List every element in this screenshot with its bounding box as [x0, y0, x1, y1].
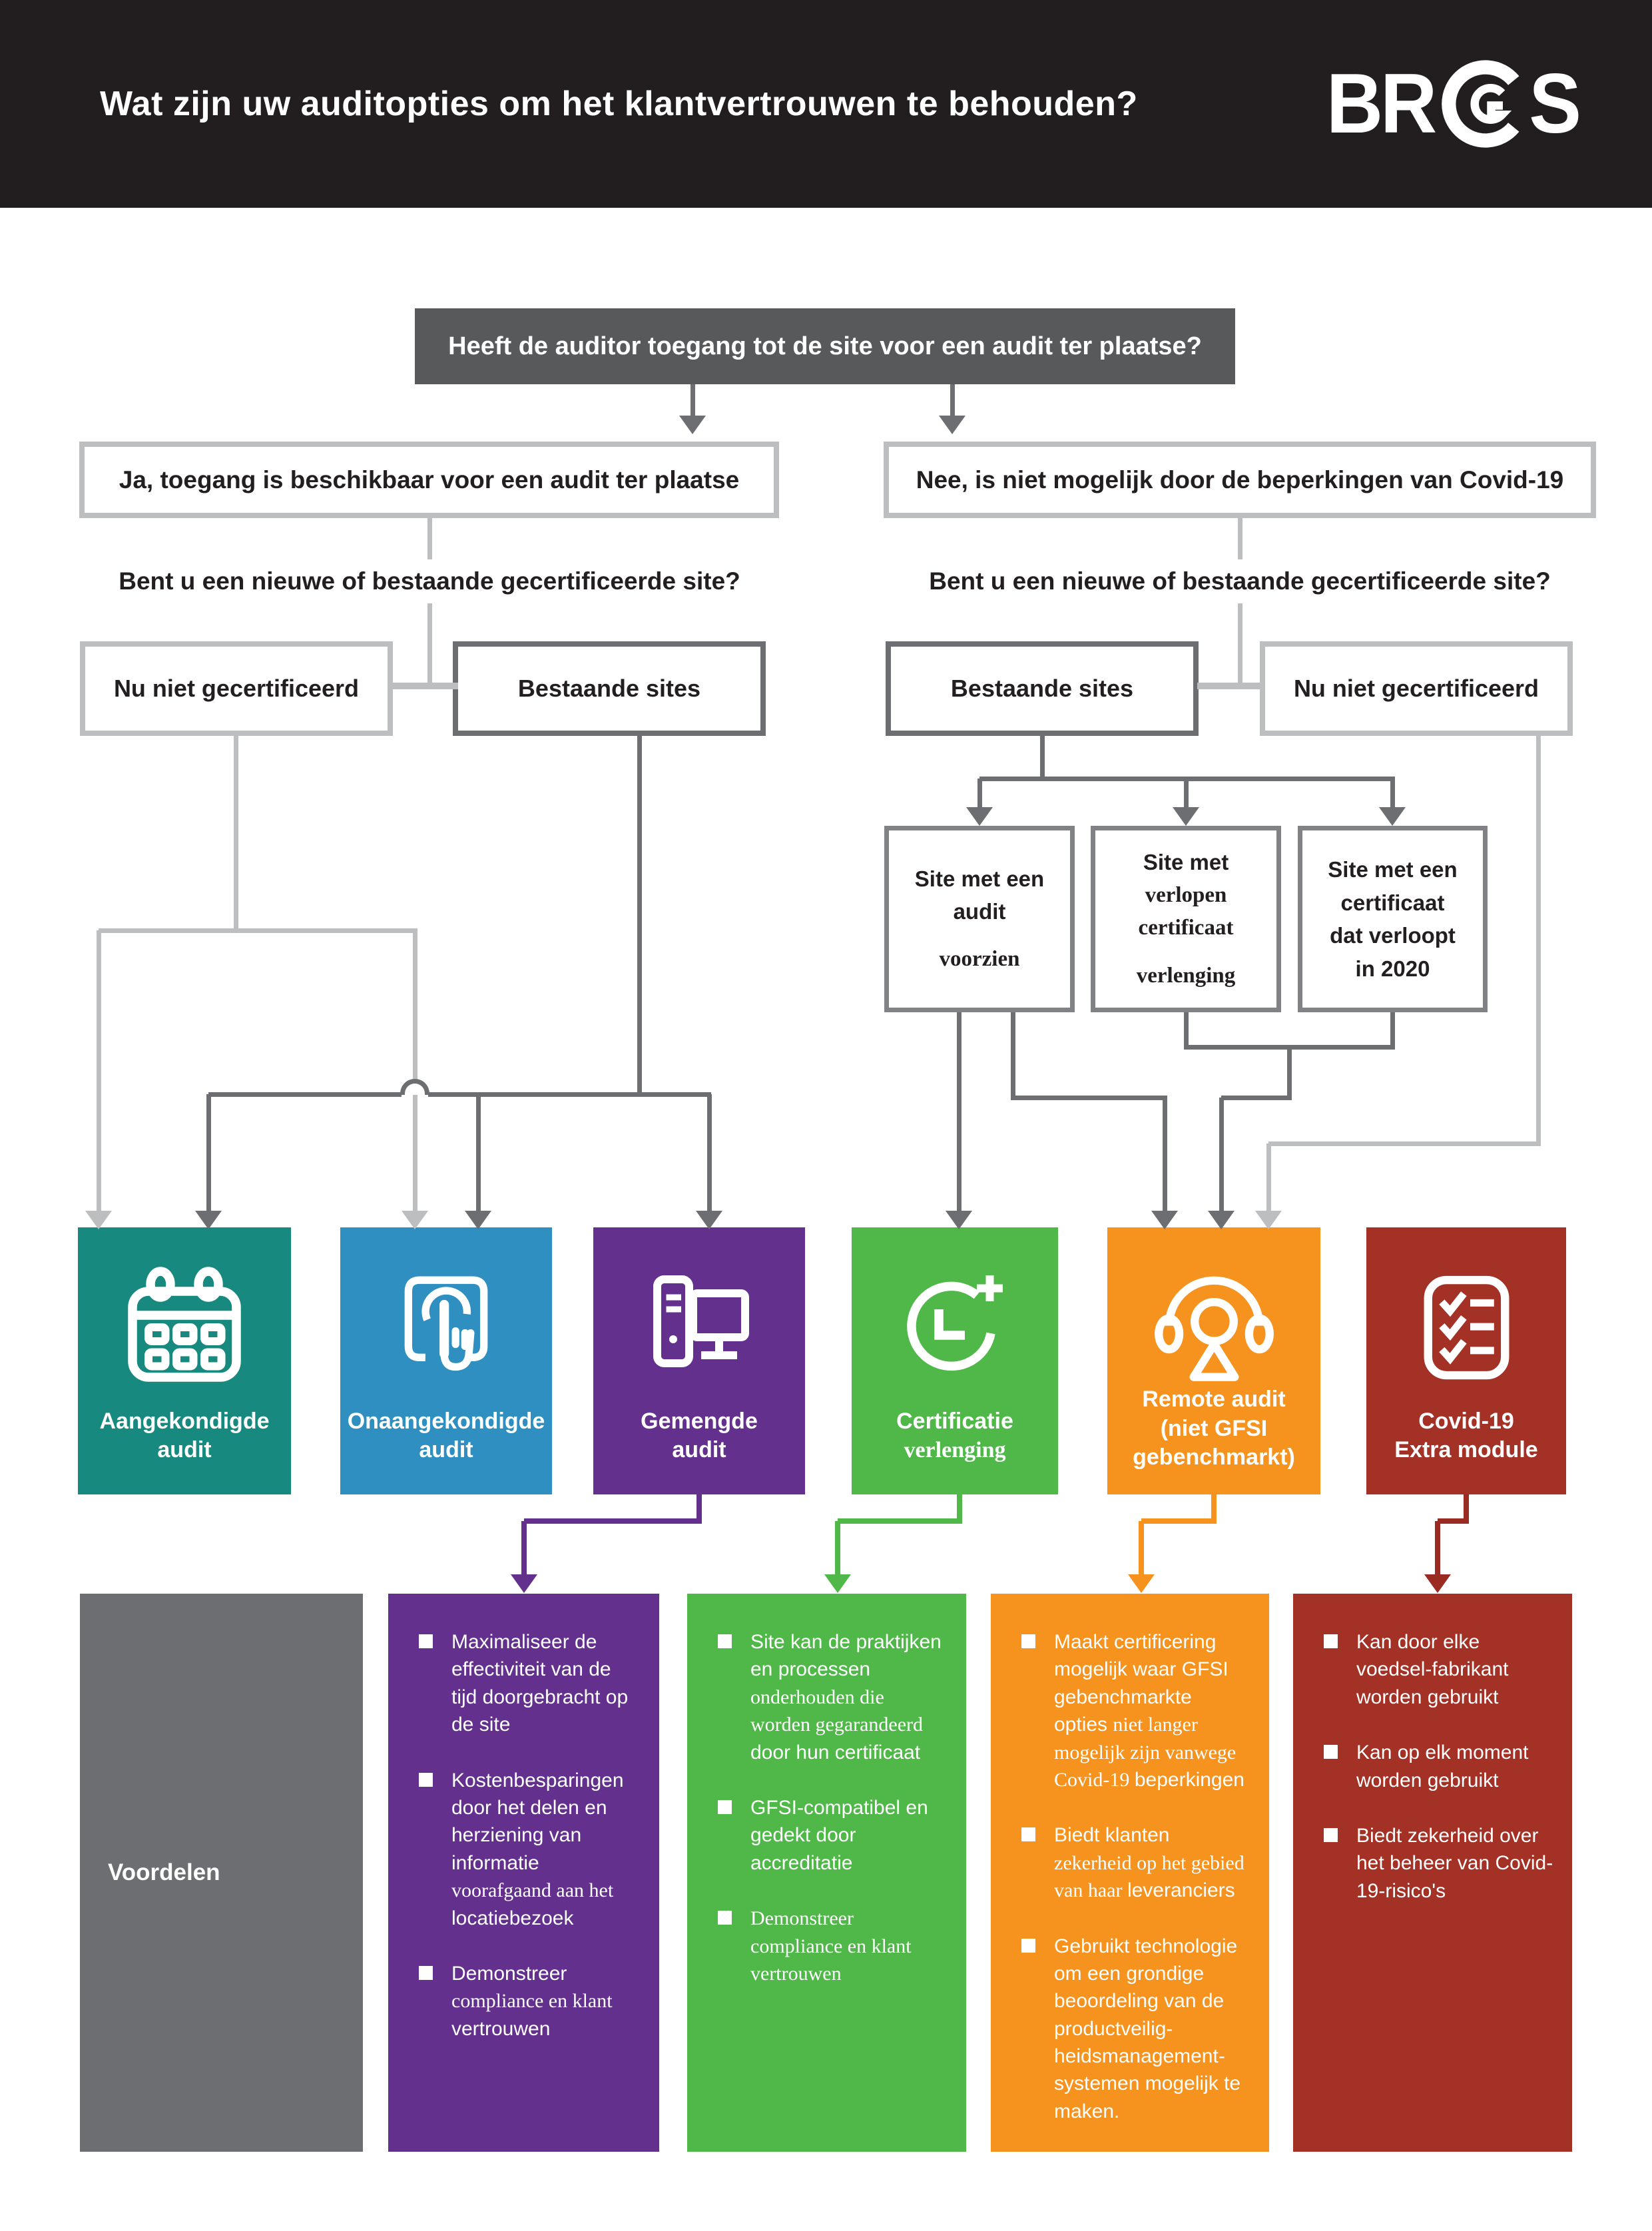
connector-line	[637, 736, 642, 1096]
bullet-square-icon	[1324, 1745, 1338, 1759]
arrowhead-down-icon	[966, 807, 993, 826]
logo-text-right: S	[1529, 56, 1579, 152]
connector-line	[97, 930, 101, 1211]
connector-line	[690, 384, 695, 418]
benefits-header-box	[80, 1594, 363, 2152]
connector-line	[1238, 518, 1242, 559]
arrowhead-down-icon	[1379, 807, 1406, 826]
bullet-square-icon	[718, 1634, 732, 1648]
benefits-remote-audit	[991, 1594, 1269, 2206]
benefit-bullet: Kan door elke voedsel-fabrikant worden gebruikt	[1324, 1628, 1553, 1711]
benefits-covid-module	[1293, 1594, 1572, 2152]
option-label: Onaangekondigde audit	[347, 1408, 545, 1463]
connector-line	[1536, 736, 1541, 1145]
connector-line	[977, 779, 982, 808]
bullet-square-icon	[419, 1634, 433, 1648]
computer-icon	[639, 1262, 759, 1393]
connector-line	[428, 1092, 711, 1097]
arrowhead-down-icon	[511, 1574, 537, 1593]
page-title: Wat zijn uw auditopties om het klantvertrouwen te behouden?	[100, 85, 1138, 123]
bullet-square-icon	[1021, 1634, 1035, 1648]
connector-line	[1013, 1096, 1167, 1100]
checklist-icon	[1412, 1262, 1521, 1393]
right-not-certified-box: Nu niet gecertificeerd	[1260, 641, 1573, 736]
connector-line	[208, 1092, 402, 1097]
option-label: Covid-19 Extra module	[1394, 1408, 1538, 1463]
arrowhead-down-icon	[195, 1211, 222, 1229]
connector-line	[1438, 1518, 1469, 1524]
right-existing-sites-box: Bestaande sites	[886, 641, 1199, 736]
benefit-bullet: Biedt klanten zekerheid op het gebied van haar leveranciers	[1021, 1821, 1250, 1904]
option-label: Aangekondigde audit	[99, 1408, 270, 1463]
option-remote-audit	[1107, 1227, 1320, 1494]
connector-line	[838, 1518, 962, 1524]
connector-line	[1163, 1098, 1167, 1211]
arrowhead-down-icon	[939, 416, 965, 434]
headset-icon	[1153, 1262, 1276, 1385]
connector-line	[99, 928, 417, 933]
connector-line	[206, 1094, 211, 1211]
touch-icon	[390, 1262, 503, 1393]
arrowhead-down-icon	[1128, 1574, 1155, 1593]
left-not-certified-box: Nu niet gecertificeerd	[80, 641, 393, 736]
benefits-label: Voordelen	[108, 1859, 220, 1885]
benefits-cert-extension	[687, 1594, 966, 2152]
connector-line	[1268, 1141, 1541, 1146]
arrowhead-down-icon	[696, 1211, 722, 1229]
arrowhead-down-icon	[824, 1574, 851, 1593]
connector-line	[1011, 1012, 1015, 1100]
arrowhead-down-icon	[1208, 1211, 1235, 1229]
connector-line	[1390, 779, 1395, 808]
arrowhead-down-icon	[1151, 1211, 1178, 1229]
bullet-square-icon	[1324, 1828, 1338, 1842]
connector-line	[521, 1521, 527, 1574]
benefit-bullet: GFSI-compatibel en gedekt door accreditatie	[718, 1794, 948, 1877]
right-sub-question: Bent u een nieuwe of bestaande gecertificeerde site?	[929, 567, 1551, 595]
connector-line	[1266, 1143, 1271, 1211]
yes-answer-box: Ja, toegang is beschikbaar voor een audit ter plaatse	[79, 442, 779, 518]
option-blended-audit	[593, 1227, 805, 1494]
connector-line	[1197, 683, 1264, 689]
arrowhead-down-icon	[402, 1211, 428, 1229]
site-expired-cert-box: Site met verlopen certificaat verlenging	[1091, 826, 1281, 1012]
connector-line	[1040, 736, 1045, 781]
connector-line	[1238, 603, 1242, 689]
logo-text-left: BR	[1326, 56, 1435, 152]
connector-line	[1141, 1518, 1217, 1524]
header-bar	[0, 0, 1652, 208]
bullet-square-icon	[1021, 1939, 1035, 1953]
option-label: Remote audit (niet GFSI gebenchmarkt)	[1133, 1387, 1295, 1470]
bullet-square-icon	[1021, 1827, 1035, 1841]
benefit-bullet: Biedt zekerheid over het beheer van Covid-19-risico's	[1324, 1822, 1553, 1905]
option-cert-extension	[852, 1227, 1058, 1494]
benefit-bullet: Gebruikt technologie om een grondige beoordeling van de productveilig-heidsmanagement-systemen mogelijk te maken.	[1021, 1933, 1250, 2126]
benefit-bullet: Gedekt door accreditatie	[1021, 2153, 1250, 2208]
bullet-square-icon	[1021, 2159, 1035, 2173]
left-sub-question: Bent u een nieuwe of bestaande gecertificeerde site?	[119, 567, 740, 595]
arrowhead-down-icon	[1255, 1211, 1282, 1229]
root-question-box: Heeft de auditor toegang tot de site voor een audit ter plaatse?	[415, 308, 1235, 384]
arrowhead-down-icon	[1424, 1574, 1451, 1593]
arrowhead-down-icon	[946, 1211, 972, 1229]
benefit-bullet: Demonstreer compliance en klant vertrouwen	[419, 1960, 641, 2043]
arrowhead-down-icon	[679, 416, 706, 434]
benefit-bullet: Site kan de praktijken en processen onderhouden die worden gegarandeerd door hun certificaat	[718, 1628, 948, 1766]
connector-line-hop	[400, 1079, 429, 1095]
left-existing-sites-box: Bestaande sites	[453, 641, 766, 736]
clock-plus-icon	[895, 1262, 1015, 1393]
bullet-square-icon	[1324, 1634, 1338, 1648]
option-label: Certificatie verlenging	[896, 1408, 1013, 1463]
bullet-square-icon	[419, 1773, 433, 1787]
connector-line	[950, 384, 955, 418]
bullet-square-icon	[718, 1911, 732, 1925]
option-unannounced-audit	[340, 1227, 552, 1494]
connector-line	[1435, 1521, 1440, 1574]
connector-line	[1221, 1096, 1292, 1100]
connector-line	[957, 1012, 962, 1211]
benefit-bullet: Kan op elk moment worden gebruikt	[1324, 1739, 1553, 1794]
bullet-square-icon	[419, 1966, 433, 1980]
benefit-bullet: Maximaliseer de effectiviteit van de tijd doorgebracht op de site	[419, 1628, 641, 1739]
option-announced-audit	[78, 1227, 291, 1494]
brcgs-logo	[1326, 0, 1579, 208]
connector-line	[707, 1094, 712, 1211]
connector-line	[234, 736, 238, 933]
arrowhead-down-icon	[85, 1211, 112, 1229]
connector-line	[476, 1094, 481, 1211]
connector-line	[1184, 779, 1189, 808]
cg-mark-icon	[1434, 54, 1529, 154]
bullet-square-icon	[718, 1800, 732, 1814]
connector-line	[390, 683, 458, 689]
connector-line	[835, 1521, 840, 1574]
arrowhead-down-icon	[465, 1211, 491, 1229]
calendar-icon	[125, 1262, 244, 1393]
benefits-blended-audit	[388, 1594, 659, 2152]
no-answer-box: Nee, is niet mogelijk door de beperkingen van Covid-19	[884, 442, 1596, 518]
connector-line	[427, 518, 432, 559]
site-audit-due-box: Site met een audit voorzien	[884, 826, 1075, 1012]
connector-line	[1287, 1047, 1292, 1100]
benefit-bullet: Kostenbesparingen door het delen en herziening van informatie voorafgaand aan het locatiebezoek	[419, 1767, 641, 1932]
connector-line	[413, 930, 417, 1211]
connector-line	[1139, 1521, 1144, 1574]
connector-line	[1219, 1098, 1224, 1211]
benefit-bullet: Maakt certificering mogelijk waar GFSI gebenchmarkte opties niet langer mogelijk zijn vanwege Covid-19 beperkingen	[1021, 1628, 1250, 1793]
connector-line	[427, 603, 432, 689]
site-cert-expiring-2020-box: Site met een certificaat dat verloopt in 2020	[1298, 826, 1488, 1012]
option-label: Gemengde audit	[641, 1408, 758, 1463]
option-covid-module	[1366, 1227, 1566, 1494]
benefit-bullet: Demonstreer compliance en klant vertrouwen	[718, 1905, 948, 1987]
connector-line	[524, 1518, 702, 1524]
arrowhead-down-icon	[1173, 807, 1199, 826]
